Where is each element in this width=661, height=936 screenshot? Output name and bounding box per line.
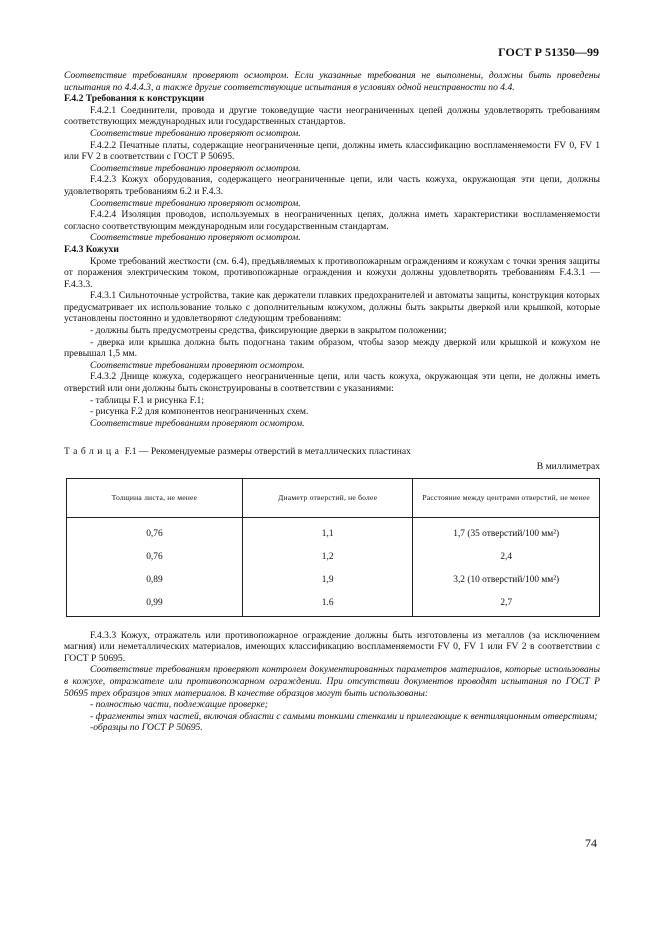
paragraph: Соответствие требованиям проверяют осмотром. — [90, 417, 305, 429]
document-body — [64, 70, 600, 734]
bottom-text-block — [64, 630, 600, 734]
spacing-cell: 3,2 (10 отверстий/100 мм²) — [413, 570, 600, 593]
table-header-row — [67, 478, 600, 517]
paragraph: F.4.2.2 Печатные платы, содержащие неограниченные цепи, должны иметь классификацию воспламеняемости FV 0, FV 1 или FV 2 в соответствии с ГОСТ Р 50695. — [64, 139, 600, 163]
diameter-cell: 1,2 — [242, 547, 413, 570]
paragraph: Соответствие требованиям проверяют осмотром. Если указанные требования не выполнены, должны быть проведены испытания по 4.4.4.3, а также другие соответствующие испытания в условиях одной неисправности по 4.4. — [64, 70, 600, 93]
table-caption-title: F.1 — Рекомендуемые размеры отверстий в металлических пластинах — [124, 446, 411, 458]
table-caption — [64, 446, 600, 458]
paragraph: F.4.3.3 Кожух, отражатель или противопожарное ограждение должны быть изготовлены из металлов (за исключением магния) или неметаллических материалов, имеющих классификацию воспламеняемости FV 0, FV 1 или FV 2 в соответствии с ГОСТ Р 50695. — [64, 629, 600, 664]
thickness-cell: 0,89 — [67, 570, 243, 593]
paragraph: - дверка или крышка должна быть подогнана таким образом, чтобы зазор между дверкой или крышкой и кожухом не превышал 1,5 мм. — [64, 336, 600, 360]
table-header-thickness: Толщина листа, не менее — [67, 478, 243, 517]
diameter-cell: 1,1 — [242, 517, 413, 547]
paragraph: F.4.3.1 Сильноточные устройства, такие как держатели плавких предохранителей и автоматы защиты, конструкция которых предусматривает их использование только с дополнительным кожухом, должны быть закрыты дверкой или крышкой, которые установлены постоянно и удовлетворяют следующим требованиям: — [64, 290, 600, 325]
paragraph: - рисунка F.2 для компонентов неограниченных схем. — [90, 406, 309, 418]
diameter-cell: 1.6 — [242, 593, 413, 617]
table-caption-word: Таблица — [64, 446, 123, 458]
paragraph: Соответствие требованию проверяют осмотром. — [90, 162, 301, 174]
paragraph: - полностью части, подлежащие проверке; — [90, 699, 268, 711]
paragraph: - таблицы F.1 и рисунка F.1; — [90, 394, 204, 406]
paragraph: Соответствие требованиям проверяют контролем документированных параметров материалов, которые использованы в кожухе, отражателе или противопожарном ограждении. При отсутствии документов проводят испытания по ГОСТ Р 50695 трех образцов этих материалов. В качестве образцов могут быть использованы: — [64, 664, 600, 699]
table-body — [67, 517, 600, 616]
paragraph: F.4.3.2 Днище кожуха, содержащего неограниченные цепи, или часть кожуха, окружающая эти цепи, не должны иметь отверстий или они должны быть сконструированы в соответствии с указаниями: — [64, 371, 600, 395]
page-number: 74 — [585, 836, 597, 850]
hole-size-table — [66, 478, 600, 617]
spacing-cell: 1,7 (35 отверстий/100 мм²) — [413, 517, 600, 547]
table-row — [67, 517, 600, 547]
thickness-cell: 0,76 — [67, 547, 243, 570]
paragraph: -образцы по ГОСТ Р 50695. — [90, 722, 203, 734]
table-row — [67, 593, 600, 617]
paragraph: Соответствие требованию проверяют осмотром. — [90, 197, 301, 209]
diameter-cell: 1,9 — [242, 570, 413, 593]
paragraph: Кроме требований жесткости (см. 6.4), предъявляемых к противопожарным ограждениям и кожухам с точки зрения защиты от поражения электрическим током, противопожарные ограждения и кожухи должны удовлетворять требованиям F.4.3.1 — F.4.3.3. — [64, 255, 600, 290]
table-units: В миллиметрах — [536, 461, 600, 472]
paragraph: Соответствие требованию проверяют осмотром. — [90, 232, 301, 244]
paragraph: F.4.2.1 Соединители, провода и другие токоведущие части неограниченных цепей должны удовлетворять требованиям соответствующих международных или государственных стандартов. — [64, 104, 600, 128]
spacing-cell: 2,4 — [413, 547, 600, 570]
paragraph: - фрагменты этих частей, включая области с самыми тонкими стенками и прилегающие к вентиляционным отверстиям; — [90, 710, 598, 722]
thickness-cell: 0,99 — [67, 593, 243, 617]
table-header-diameter: Диаметр отверстий, не более — [242, 478, 413, 517]
paragraph: Соответствие требованию проверяют осмотром. — [90, 127, 301, 139]
top-text-block — [64, 70, 600, 429]
table-header-spacing: Расстояние между центрами отверстий, не менее — [413, 478, 600, 517]
document-header: ГОСТ Р 51350—99 — [498, 45, 599, 59]
paragraph: Соответствие требованиям проверяют осмотром. — [90, 359, 305, 371]
table-row — [67, 570, 600, 593]
spacing-cell: 2,7 — [413, 593, 600, 617]
paragraph: F.4.2.4 Изоляция проводов, используемых в неограниченных цепях, должна иметь характеристики воспламеняемости согласно соответствующим международным или государственным стандартам. — [64, 209, 600, 232]
paragraph: - должны быть предусмотрены средства, фиксирующие дверки в закрытом положении; — [90, 325, 447, 337]
paragraph: F.4.2 Требования к конструкции — [64, 93, 205, 105]
paragraph: F.4.2.3 Кожух оборудования, содержащего неограниченные цепи, или часть кожуха, окружающая эти цепи, должны удовлетворять требованиям 6.2 и F.4.3. — [64, 174, 600, 197]
paragraph: F.4.3 Кожухи — [64, 243, 119, 255]
thickness-cell: 0,76 — [67, 517, 243, 547]
table-row — [67, 547, 600, 570]
